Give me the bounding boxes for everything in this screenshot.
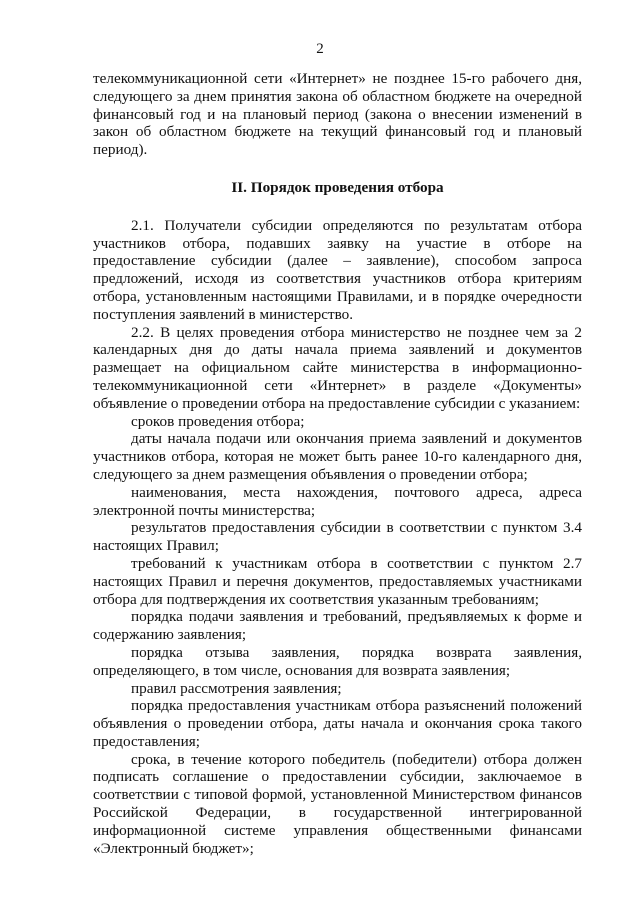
section-title: II. Порядок проведения отбора: [231, 178, 444, 196]
paragraph-2-1: 2.1. Получатели субсидии определяются по результатам отбора участников отбора, подавших заявку на участие в отборе на предоставление субсидии (далее – заявление), способом запроса предложений, исходя из соответствия участников отбора критериям отбора, установленным настоящими Правилами, и в порядке очередности поступления заявлений в министерство.: [93, 216, 582, 323]
list-item-start-dates: даты начала подачи или окончания приема заявлений и документов участников отбора, которая не может быть ранее 10-го календарного дня, следующего за днем размещения объявления о проведении отбора;: [93, 430, 582, 483]
list-item-agreement-deadline: срока, в течение которого победитель (победители) отбора должен подписать соглашение о предоставлении субсидии, заключаемое в соответствии с типовой формой, установленной Министерством финансов Российской Федерации, в государственной интегрированной информационной системе управления общественными финансами «Электронный бюджет»;: [93, 750, 582, 857]
list-item-ministry-address: наименования, места нахождения, почтового адреса, адреса электронной почты министерства;: [93, 483, 582, 519]
list-item-submission-procedure: порядка подачи заявления и требований, предъявляемых к форме и содержанию заявления;: [93, 608, 582, 644]
list-item-withdrawal-procedure: порядка отзыва заявления, порядка возврата заявления, определяющего, в том числе, основания для возврата заявления;: [93, 643, 582, 679]
list-item-clarifications: порядка предоставления участникам отбора разъяснений положений объявления о проведении отбора, даты начала и окончания срока такого предоставления;: [93, 697, 582, 750]
list-item-deadlines: сроков проведения отбора;: [131, 412, 305, 430]
list-item-results: результатов предоставления субсидии в соответствии с пунктом 3.4 настоящих Правил;: [93, 519, 582, 555]
paragraph-2-2: 2.2. В целях проведения отбора министерство не позднее чем за 2 календарных дня до даты начала приема заявлений и документов размещает на официальном сайте министерства в информационно-телекоммуникационной сети «Интернет» в разделе «Документы» объявление о проведении отбора на предоставление субсидии с указанием:: [93, 323, 582, 412]
list-item-requirements: требований к участникам отбора в соответствии с пунктом 2.7 настоящих Правил и перечня документов, предоставляемых участниками отбора для подтверждения их соответствия указанным требованиям;: [93, 554, 582, 608]
page-number: 2: [316, 41, 324, 57]
document-body: [93, 70, 582, 857]
list-item-review-rules: правил рассмотрения заявления;: [131, 679, 342, 697]
intro-paragraph: телекоммуникационной сети «Интернет» не позднее 15-го рабочего дня, следующего за днем принятия закона об областном бюджете на очередной финансовый год и на плановый период (закона о внесении изменений в закон об областном бюджете на текущий финансовый год и плановый период).: [93, 70, 582, 159]
